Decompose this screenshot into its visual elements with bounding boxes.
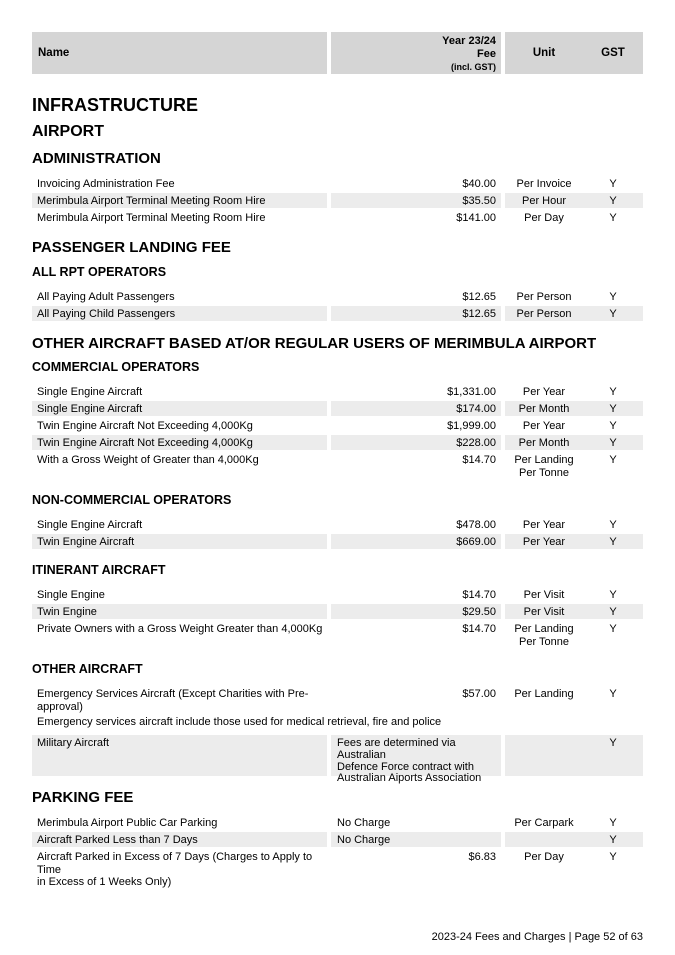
row-gst: Y bbox=[609, 212, 617, 224]
heading-itinerant-aircraft: ITINERANT AIRCRAFT bbox=[32, 563, 166, 577]
table-row bbox=[32, 815, 643, 830]
row-gst: Y bbox=[583, 604, 643, 619]
row-unit: Per Person bbox=[505, 306, 583, 321]
row-name: All Paying Adult Passengers bbox=[37, 291, 175, 303]
fee-line2: Defence Force contract with bbox=[337, 760, 474, 773]
fee-line3: Australian Aiports Association bbox=[337, 772, 482, 785]
heading-all-rpt-operators: ALL RPT OPERATORS bbox=[32, 265, 167, 279]
row-name: Aircraft Parked Less than 7 Days bbox=[32, 832, 327, 847]
row-gst: Y bbox=[609, 817, 617, 829]
row-fee: $57.00 bbox=[462, 688, 496, 700]
table-row bbox=[32, 604, 643, 619]
row-name: Military Aircraft bbox=[32, 735, 327, 776]
table-row bbox=[32, 435, 643, 450]
table-row bbox=[32, 384, 643, 399]
table-row bbox=[32, 176, 643, 191]
row-fee: $1,999.00 bbox=[447, 420, 496, 432]
row-gst: Y bbox=[583, 306, 643, 321]
column-header-name: Name bbox=[32, 32, 327, 74]
row-unit: Per Day bbox=[524, 212, 564, 224]
fee-line1: Fees are determined via Australian bbox=[337, 737, 456, 761]
row-gst: Y bbox=[609, 420, 617, 432]
row-fee: $14.70 bbox=[462, 454, 496, 466]
row-gst: Y bbox=[609, 454, 617, 466]
heading-commercial-operators: COMMERCIAL OPERATORS bbox=[32, 360, 200, 374]
row-name: Twin Engine Aircraft Not Exceeding 4,000Kg bbox=[37, 420, 253, 432]
table-row bbox=[32, 452, 643, 479]
row-unit bbox=[505, 621, 583, 648]
row-gst: Y bbox=[609, 291, 617, 303]
row-gst: Y bbox=[609, 688, 617, 700]
row-gst: Y bbox=[609, 851, 617, 863]
row-unit: Per Month bbox=[505, 435, 583, 450]
row-unit: Per Month bbox=[505, 401, 583, 416]
column-header-unit: Unit bbox=[505, 32, 583, 74]
row-gst: Y bbox=[609, 589, 617, 601]
row-fee bbox=[331, 735, 501, 785]
table-row bbox=[32, 686, 643, 713]
row-unit bbox=[505, 832, 583, 847]
row-gst: Y bbox=[609, 386, 617, 398]
name-line1: Emergency Services Aircraft (Except Charities with Pre- bbox=[37, 688, 309, 700]
emergency-note: Emergency services aircraft include those used for medical retrieval, fire and police bbox=[37, 716, 442, 728]
fee-header-line1: Year 23/24 bbox=[442, 35, 496, 47]
row-unit: Per Hour bbox=[505, 193, 583, 208]
row-fee: $35.50 bbox=[331, 193, 501, 208]
row-gst: Y bbox=[583, 193, 643, 208]
fee-header-line3: (incl. GST) bbox=[451, 62, 496, 72]
fee-header-line2: Fee bbox=[477, 48, 496, 60]
row-fee: $141.00 bbox=[456, 212, 496, 224]
row-fee: No Charge bbox=[331, 832, 501, 847]
row-unit: Per Carpark bbox=[514, 817, 574, 829]
column-header-gst: GST bbox=[583, 32, 643, 74]
row-unit: Per Invoice bbox=[516, 178, 572, 190]
row-unit: Per Visit bbox=[505, 604, 583, 619]
table-row bbox=[32, 534, 643, 549]
row-name bbox=[32, 849, 327, 888]
row-gst: Y bbox=[583, 534, 643, 549]
page-footer: 2023-24 Fees and Charges | Page 52 of 63 bbox=[431, 931, 643, 943]
row-unit: Per Year bbox=[522, 519, 566, 531]
row-name bbox=[32, 686, 327, 713]
row-gst: Y bbox=[609, 623, 617, 635]
table-row bbox=[32, 210, 643, 225]
row-gst: Y bbox=[583, 832, 643, 847]
row-name: With a Gross Weight of Greater than 4,000Kg bbox=[37, 454, 259, 466]
row-name: Twin Engine Aircraft bbox=[32, 534, 327, 549]
row-fee: $1,331.00 bbox=[447, 386, 496, 398]
row-gst: Y bbox=[609, 519, 617, 531]
row-name: Private Owners with a Gross Weight Greater than 4,000Kg bbox=[37, 623, 323, 635]
row-fee: $12.65 bbox=[331, 306, 501, 321]
table-row bbox=[32, 587, 643, 602]
heading-infrastructure: INFRASTRUCTURE bbox=[32, 95, 198, 115]
name-line2: approval) bbox=[37, 700, 83, 713]
row-fee: $12.65 bbox=[462, 291, 496, 303]
row-name: Merimbula Airport Public Car Parking bbox=[37, 817, 218, 829]
table-row bbox=[32, 193, 643, 208]
column-header-fee bbox=[331, 32, 501, 74]
row-unit: Per Landing bbox=[514, 688, 574, 700]
heading-passenger-landing-fee: PASSENGER LANDING FEE bbox=[32, 239, 231, 256]
row-unit: Per Year bbox=[522, 420, 566, 432]
unit-line1: Per Landing bbox=[514, 454, 574, 466]
table-row bbox=[32, 401, 643, 416]
row-name: Twin Engine Aircraft Not Exceeding 4,000Kg bbox=[32, 435, 327, 450]
unit-line1: Per Landing bbox=[514, 623, 574, 635]
row-fee: $669.00 bbox=[331, 534, 501, 549]
row-name: Single Engine Aircraft bbox=[37, 519, 143, 531]
heading-airport: AIRPORT bbox=[32, 123, 104, 140]
row-gst: Y bbox=[583, 401, 643, 416]
unit-line2: Per Tonne bbox=[519, 635, 569, 648]
heading-other-aircraft-based: OTHER AIRCRAFT BASED AT/OR REGULAR USERS OF MERIMBULA AIRPORT bbox=[32, 335, 597, 352]
row-gst: Y bbox=[609, 178, 617, 190]
row-gst: Y bbox=[583, 735, 643, 776]
row-unit: Per Year bbox=[505, 534, 583, 549]
table-row bbox=[32, 832, 643, 847]
unit-line2: Per Tonne bbox=[519, 466, 569, 479]
heading-administration: ADMINISTRATION bbox=[32, 150, 161, 167]
row-fee: $14.70 bbox=[462, 623, 496, 635]
row-fee: $40.00 bbox=[462, 178, 496, 190]
row-name: Single Engine bbox=[37, 589, 105, 601]
table-row bbox=[32, 306, 643, 321]
heading-non-commercial-operators: NON-COMMERCIAL OPERATORS bbox=[32, 493, 232, 507]
row-name: Single Engine Aircraft bbox=[32, 401, 327, 416]
row-unit: Per Day bbox=[524, 851, 564, 863]
row-name: All Paying Child Passengers bbox=[32, 306, 327, 321]
row-unit: Per Person bbox=[516, 291, 572, 303]
table-row bbox=[32, 849, 643, 888]
row-fee: $228.00 bbox=[331, 435, 501, 450]
row-unit bbox=[505, 735, 583, 776]
table-row bbox=[32, 517, 643, 532]
table-row bbox=[32, 418, 643, 433]
row-gst: Y bbox=[583, 435, 643, 450]
row-unit: Per Visit bbox=[523, 589, 565, 601]
row-unit: Per Year bbox=[522, 386, 566, 398]
name-line1: Aircraft Parked in Excess of 7 Days (Charges to Apply to Time bbox=[37, 851, 313, 876]
row-name: Merimbula Airport Terminal Meeting Room Hire bbox=[32, 193, 327, 208]
row-fee: $478.00 bbox=[456, 519, 496, 531]
heading-parking-fee: PARKING FEE bbox=[32, 789, 134, 806]
row-name: Single Engine Aircraft bbox=[37, 386, 143, 398]
row-fee: No Charge bbox=[337, 817, 391, 829]
row-fee: $14.70 bbox=[462, 589, 496, 601]
row-name: Merimbula Airport Terminal Meeting Room Hire bbox=[37, 212, 266, 224]
table-row bbox=[32, 289, 643, 304]
row-name: Twin Engine bbox=[32, 604, 327, 619]
row-unit bbox=[505, 452, 583, 479]
row-name: Invoicing Administration Fee bbox=[37, 178, 175, 190]
row-fee: $174.00 bbox=[331, 401, 501, 416]
heading-other-aircraft: OTHER AIRCRAFT bbox=[32, 662, 143, 676]
table-row bbox=[32, 621, 643, 648]
row-fee: $6.83 bbox=[468, 851, 496, 863]
name-line2: in Excess of 1 Weeks Only) bbox=[37, 876, 172, 888]
table-row bbox=[32, 735, 643, 785]
row-fee: $29.50 bbox=[331, 604, 501, 619]
